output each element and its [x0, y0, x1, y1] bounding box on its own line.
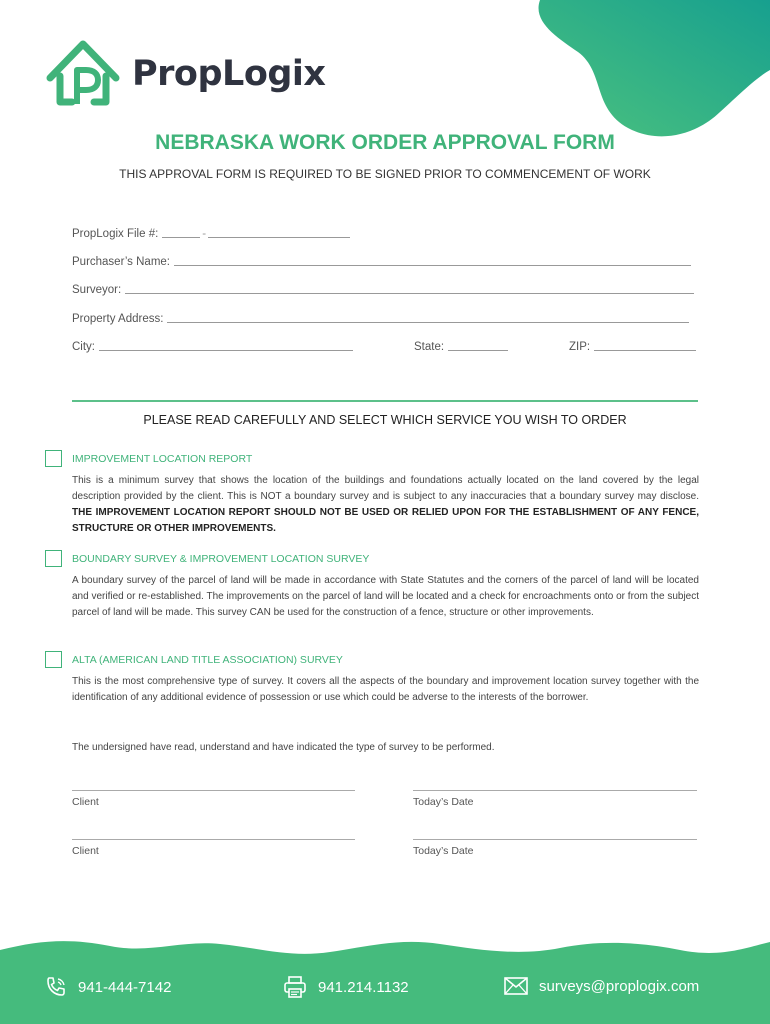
file-number-separator: -	[202, 228, 207, 240]
purchaser-name-field	[72, 252, 691, 268]
zip-label: ZIP:	[569, 341, 591, 353]
improvement-location-report-description	[72, 473, 699, 537]
city-input[interactable]	[99, 350, 353, 351]
file-number-field	[72, 224, 350, 240]
phone-icon	[44, 975, 68, 999]
surveyor-label: Surveyor:	[72, 284, 122, 296]
improvement-location-report-text: This is a minimum survey that shows the location of the buildings and foundations actually located on the land covered by the legal description provided by the client. This is NOT a boundary survey and is subject to any inaccuracies that a boundary survey may disclose.	[72, 475, 699, 502]
services-heading: PLEASE READ CAREFULLY AND SELECT WHICH SERVICE YOU WISH TO ORDER	[143, 413, 627, 427]
house-logo-icon	[44, 38, 122, 108]
improvement-location-report-title: IMPROVEMENT LOCATION REPORT	[72, 453, 253, 465]
date-line-2[interactable]	[413, 839, 697, 840]
property-address-label: Property Address:	[72, 313, 164, 325]
printer-icon	[282, 975, 308, 999]
form-subtitle: THIS APPROVAL FORM IS REQUIRED TO BE SIGNED PRIOR TO COMMENCEMENT OF WORK	[119, 167, 651, 181]
alta-survey-title: ALTA (AMERICAN LAND TITLE ASSOCIATION) SURVEY	[72, 654, 343, 666]
footer-email[interactable]	[503, 975, 699, 997]
footer-phone-number: 941-444-7142	[78, 978, 172, 996]
file-number-input-a[interactable]	[162, 237, 200, 238]
alta-survey-checkbox[interactable]	[45, 651, 62, 668]
date-line-1[interactable]	[413, 790, 697, 791]
purchaser-name-label: Purchaser’s Name:	[72, 256, 171, 268]
brand-name: PropLogix	[132, 54, 326, 94]
form-title: NEBRASKA WORK ORDER APPROVAL FORM	[155, 131, 615, 154]
client-signature-line-1[interactable]	[72, 790, 355, 791]
improvement-location-report-checkbox[interactable]	[45, 450, 62, 467]
zip-field	[569, 337, 696, 353]
zip-input[interactable]	[594, 350, 696, 351]
improvement-location-report-warning: THE IMPROVEMENT LOCATION REPORT SHOULD NOT BE USED OR RELIED UPON FOR THE ESTABLISHMENT OF ANY FENCE, STRUCTURE OR OTHER IMPROVEMENTS.	[72, 507, 699, 534]
state-input[interactable]	[448, 350, 508, 351]
client-label-2: Client	[72, 845, 99, 857]
state-label: State:	[414, 341, 445, 353]
mail-icon	[503, 975, 529, 997]
property-address-field	[72, 309, 689, 325]
client-signature-line-2[interactable]	[72, 839, 355, 840]
boundary-survey-description: A boundary survey of the parcel of land will be made in accordance with State Statutes and the corners of the parcel of land will be located and verified or re-established. The improvements on the parcel of land will be located and a check for encroachments onto or from the subject parcel of land will be made. This survey CAN be used for the construction of a fence, structure or other improvements.	[72, 575, 699, 618]
date-label-1: Today’s Date	[413, 796, 474, 808]
footer-email-address: surveys@proplogix.com	[539, 977, 700, 995]
property-address-input[interactable]	[167, 322, 689, 323]
surveyor-input[interactable]	[125, 293, 694, 294]
alta-survey-description: This is the most comprehensive type of survey. It covers all the aspects of the boundary and improvement location survey together with the identification of any additional evidence of possession or use which could be adverse to the interests of the borrower.	[72, 676, 699, 703]
file-number-input-b[interactable]	[208, 237, 350, 238]
city-label: City:	[72, 341, 95, 353]
boundary-survey-checkbox[interactable]	[45, 550, 62, 567]
state-field	[414, 337, 508, 353]
footer-phone[interactable]	[44, 975, 171, 999]
brand-logo	[44, 38, 326, 108]
file-number-label: PropLogix File #:	[72, 228, 159, 240]
date-label-2: Today’s Date	[413, 845, 474, 857]
purchaser-name-input[interactable]	[174, 265, 691, 266]
footer-fax[interactable]	[282, 975, 409, 999]
acknowledgement-note: The undersigned have read, understand and have indicated the type of survey to be performed.	[72, 742, 495, 753]
client-label-1: Client	[72, 796, 99, 808]
city-field	[72, 337, 353, 353]
footer-fax-number: 941.214.1132	[318, 978, 409, 996]
boundary-survey-title: BOUNDARY SURVEY & IMPROVEMENT LOCATION SURVEY	[72, 553, 370, 565]
surveyor-field	[72, 280, 694, 296]
corner-wave-decoration	[480, 0, 770, 140]
section-divider	[72, 400, 698, 402]
